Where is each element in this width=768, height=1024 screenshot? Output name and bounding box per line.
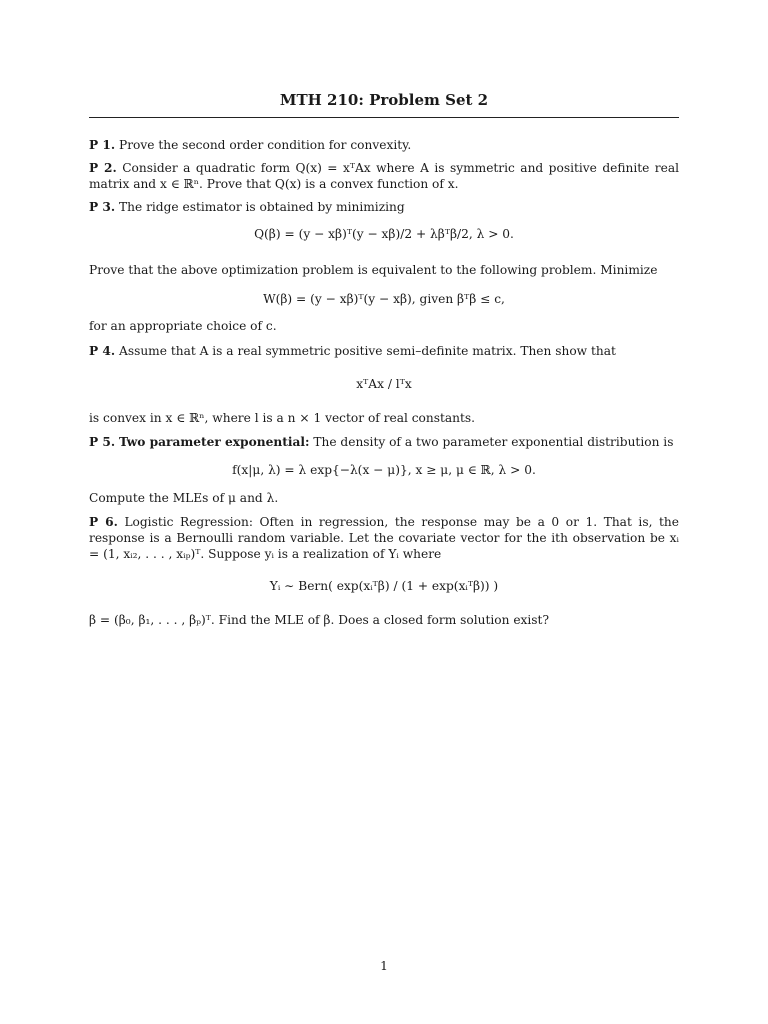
problem-label: P 4. <box>89 344 116 358</box>
page-title: MTH 210: Problem Set 2 <box>279 91 489 109</box>
problem-label: P 1. <box>89 138 116 152</box>
density-equation: f(x|μ, λ) = λ exp{−λ(x − μ)}, x ≥ μ, μ ∈ ℝ, λ > 0. <box>232 463 536 477</box>
problem-label: P 2. <box>89 161 117 175</box>
problem-4 <box>89 343 679 359</box>
problem-heading: Two parameter exponential: <box>119 435 310 449</box>
constrained-objective-equation: W(β) = (y − xβ)ᵀ(y − xβ), given βᵀβ ≤ c, <box>263 292 505 306</box>
problem-6 <box>89 514 679 562</box>
bernoulli-model-equation: Yᵢ ∼ Bern( exp(xᵢᵀβ) / (1 + exp(xᵢᵀβ)) ) <box>269 579 499 593</box>
problem-4-outro: is convex in x ∈ ℝⁿ, where l is a n × 1 vector of real constants. <box>89 411 476 425</box>
problem-intro: The ridge estimator is obtained by minimizing <box>119 200 405 214</box>
problem-5 <box>89 434 679 450</box>
title-rule <box>89 117 679 118</box>
problem-text: Prove the second order condition for convexity. <box>119 138 412 152</box>
problem-intro: Logistic Regression: Often in regression, the response may be a 0 or 1. That is, the response is a Bernoulli random variable. Let the covariate vector for the ith observation be xᵢ = (1, xᵢ₂, . . . , xᵢₚ)ᵀ. Suppose yᵢ is a realization of Yᵢ where <box>89 515 679 562</box>
problem-intro: The density of a two parameter exponential distribution is <box>313 435 674 449</box>
ratio-equation: xᵀAx / lᵀx <box>356 377 412 391</box>
problem-3-outro: for an appropriate choice of c. <box>89 319 277 333</box>
problem-3 <box>89 199 679 215</box>
problem-3-middle: Prove that the above optimization problem is equivalent to the following problem. Minimize <box>89 263 658 277</box>
page-number: 1 <box>380 959 388 973</box>
problem-label: P 3. <box>89 200 116 214</box>
problem-label: P 5. <box>89 435 116 449</box>
ridge-objective-equation: Q(β) = (y − xβ)ᵀ(y − xβ)/2 + λβᵀβ/2, λ > 0. <box>254 227 514 241</box>
problem-text: Consider a quadratic form Q(x) = xᵀAx where A is symmetric and positive definite real matrix and x ∈ ℝⁿ. Prove that Q(x) is a convex function of x. <box>89 161 679 192</box>
problem-6-outro: β = (β₀, β₁, . . . , βₚ)ᵀ. Find the MLE of β. Does a closed form solution exist? <box>89 613 549 627</box>
problem-label: P 6. <box>89 515 118 529</box>
problem-1 <box>89 137 679 153</box>
problem-5-outro: Compute the MLEs of μ and λ. <box>89 491 279 505</box>
document-page <box>89 0 679 1024</box>
problem-intro: Assume that A is a real symmetric positive semi–definite matrix. Then show that <box>119 344 616 358</box>
problem-2 <box>89 160 679 192</box>
